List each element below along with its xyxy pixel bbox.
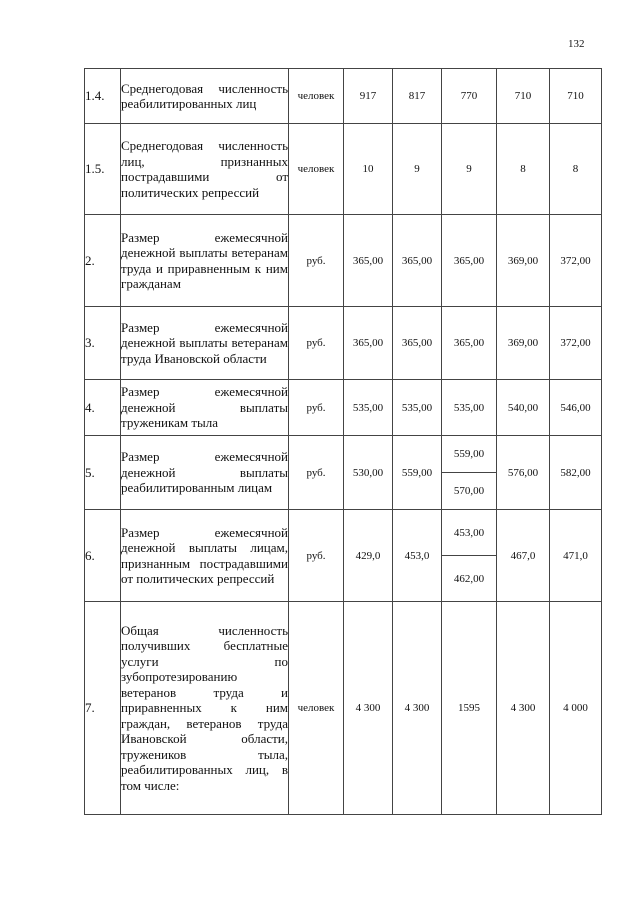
value-cell: 453,0	[393, 510, 442, 602]
value-cell: 710	[550, 69, 602, 124]
value-cell: 4 300	[393, 602, 442, 815]
value-cell: 559,00	[393, 436, 442, 510]
value-cell: 471,0	[550, 510, 602, 602]
unit-cell: руб.	[289, 307, 344, 380]
value-cell: 4 300	[344, 602, 393, 815]
indicator-name: Среднегодовая численность лиц, признанных пострадавшими от политических репрессий	[121, 124, 289, 215]
indicators-table	[84, 68, 602, 815]
table-row	[85, 307, 602, 380]
value-cell: 429,0	[344, 510, 393, 602]
row-number: 5.	[85, 436, 121, 510]
value-cell: 917	[344, 69, 393, 124]
row-number: 3.	[85, 307, 121, 380]
indicator-name: Размер ежемесячной денежной выплаты реабилитированным лицам	[121, 436, 289, 510]
table-row	[85, 215, 602, 307]
split-value-cell	[442, 436, 497, 510]
row-number: 2.	[85, 215, 121, 307]
split-value-cell	[442, 510, 497, 602]
value-cell: 535,00	[393, 380, 442, 436]
indicator-name: Размер ежемесячной денежной выплаты ветеранам труда и приравненным к ним гражданам	[121, 215, 289, 307]
value-cell: 369,00	[497, 307, 550, 380]
split-value-top: 559,00	[442, 436, 496, 473]
value-cell: 8	[550, 124, 602, 215]
value-cell: 710	[497, 69, 550, 124]
value-cell: 365,00	[442, 307, 497, 380]
value-cell: 372,00	[550, 215, 602, 307]
split-value-top: 453,00	[442, 510, 496, 556]
value-cell: 365,00	[344, 307, 393, 380]
value-cell: 546,00	[550, 380, 602, 436]
indicator-name: Размер ежемесячной денежной выплаты лицам, признанным пострадавшими от политических репрессий	[121, 510, 289, 602]
unit-cell: руб.	[289, 436, 344, 510]
value-cell: 530,00	[344, 436, 393, 510]
value-cell: 365,00	[393, 215, 442, 307]
indicator-name: Общая численность получивших бесплатные услуги по зубопротезированию ветеранов труда и приравненных к ним граждан, ветеранов труда Ивановской области, тружеников тыла, реабилитированных лиц, в том числе:	[121, 602, 289, 815]
indicator-name: Среднегодовая численность реабилитированных лиц	[121, 69, 289, 124]
value-cell: 540,00	[497, 380, 550, 436]
split-value-bottom: 570,00	[453, 485, 485, 497]
unit-cell: руб.	[289, 510, 344, 602]
unit-cell: руб.	[289, 215, 344, 307]
table-row	[85, 380, 602, 436]
value-cell: 4 000	[550, 602, 602, 815]
table-row	[85, 510, 602, 602]
value-cell: 10	[344, 124, 393, 215]
value-cell: 9	[442, 124, 497, 215]
value-cell: 817	[393, 69, 442, 124]
value-cell: 9	[393, 124, 442, 215]
unit-cell: руб.	[289, 380, 344, 436]
row-number: 6.	[85, 510, 121, 602]
value-cell: 770	[442, 69, 497, 124]
table-row	[85, 602, 602, 815]
unit-cell: человек	[289, 602, 344, 815]
unit-cell: человек	[289, 124, 344, 215]
value-cell: 365,00	[393, 307, 442, 380]
indicator-name: Размер ежемесячной денежной выплаты труженикам тыла	[121, 380, 289, 436]
table-row	[85, 69, 602, 124]
value-cell: 372,00	[550, 307, 602, 380]
value-cell: 365,00	[442, 215, 497, 307]
split-value-bottom: 462,00	[453, 572, 485, 585]
row-number: 1.5.	[85, 124, 121, 215]
value-cell: 582,00	[550, 436, 602, 510]
table-row	[85, 436, 602, 510]
value-cell: 1595	[442, 602, 497, 815]
unit-cell: человек	[289, 69, 344, 124]
table-row	[85, 124, 602, 215]
value-cell: 365,00	[344, 215, 393, 307]
value-cell: 576,00	[497, 436, 550, 510]
indicator-name: Размер ежемесячной денежной выплаты ветеранам труда Ивановской области	[121, 307, 289, 380]
value-cell: 369,00	[497, 215, 550, 307]
value-cell: 535,00	[442, 380, 497, 436]
value-cell: 467,0	[497, 510, 550, 602]
row-number: 4.	[85, 380, 121, 436]
page-number: 132	[568, 38, 585, 50]
value-cell: 535,00	[344, 380, 393, 436]
row-number: 7.	[85, 602, 121, 815]
value-cell: 8	[497, 124, 550, 215]
row-number: 1.4.	[85, 69, 121, 124]
value-cell: 4 300	[497, 602, 550, 815]
